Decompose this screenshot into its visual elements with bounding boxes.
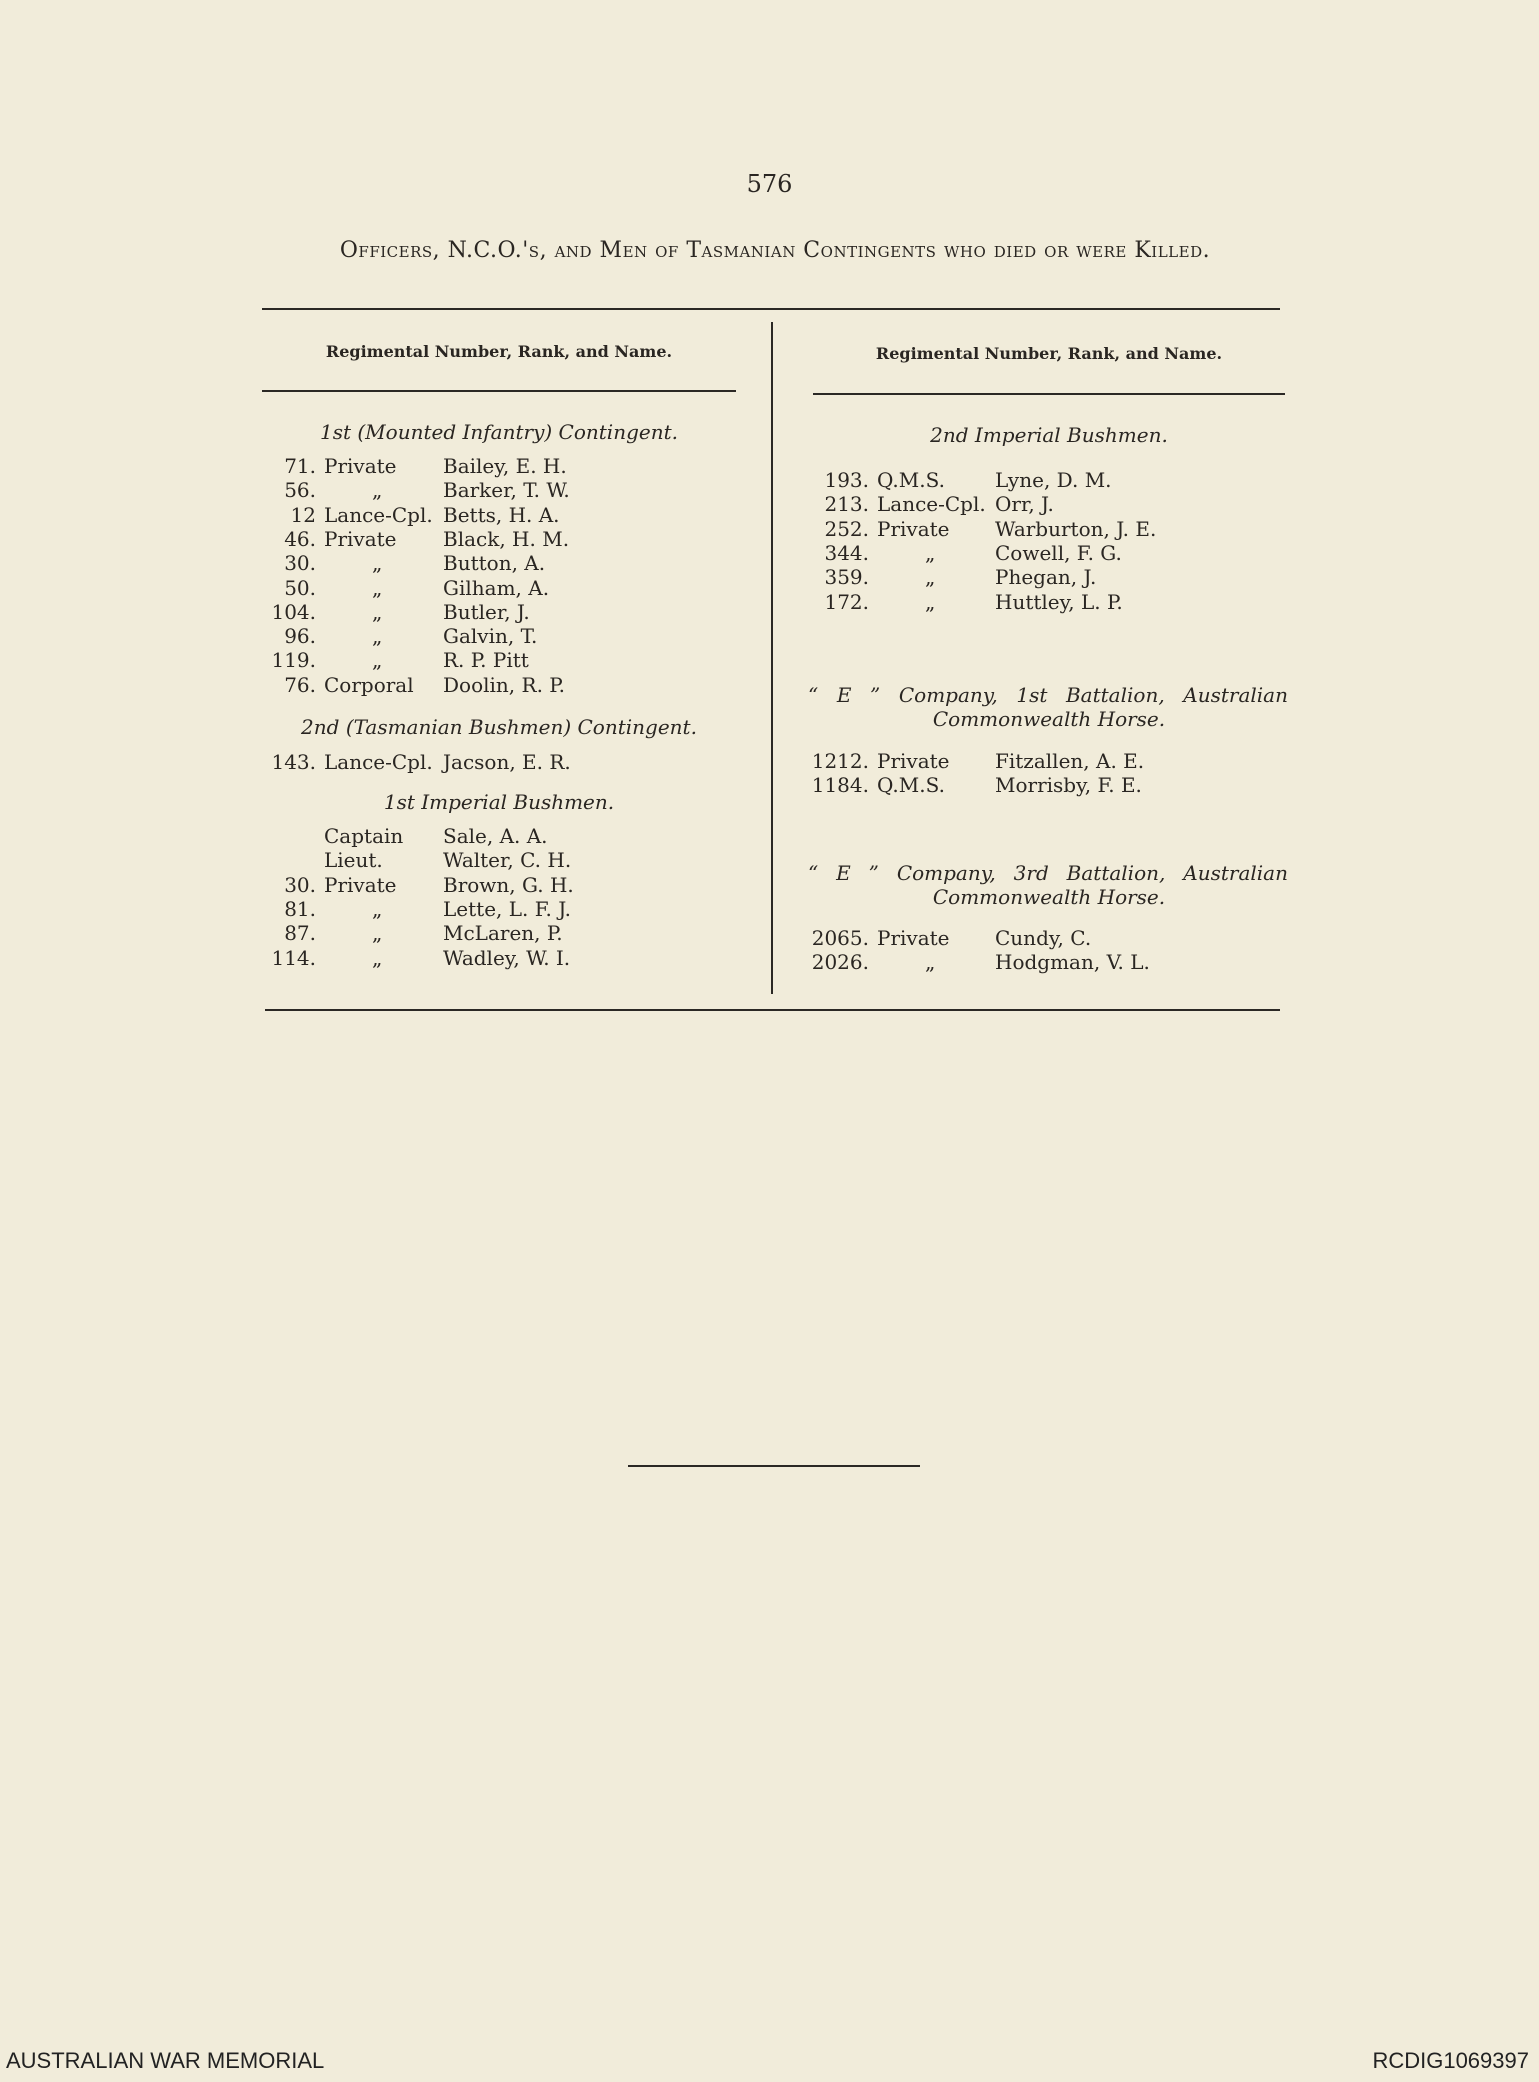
roster-row	[284, 872, 624, 897]
soldier-name: Walter, C. H.	[443, 848, 572, 873]
regimental-number: 56.	[284, 478, 316, 503]
regimental-number: 359.	[824, 565, 869, 590]
soldier-name: Fitzallen, A. E.	[995, 749, 1145, 773]
regimental-number: 193.	[824, 468, 869, 492]
roster-row	[824, 540, 1177, 565]
roster-row	[811, 773, 1177, 798]
top-rule	[262, 308, 1280, 310]
rank: Private	[877, 516, 950, 541]
soldier-name: Warburton, J. E.	[995, 516, 1157, 541]
roster-row	[290, 502, 624, 527]
soldier-name: Bailey, E. H.	[443, 454, 567, 478]
soldier-name: Brown, G. H.	[443, 872, 574, 897]
roster-row	[271, 599, 624, 624]
roster-row	[284, 575, 624, 600]
rank: Lance-Cpl.	[324, 750, 433, 774]
regimental-number: 104.	[271, 599, 316, 624]
soldier-name: Orr, J.	[995, 492, 1054, 517]
regimental-number: 50.	[284, 575, 316, 600]
soldier-name: Hodgman, V. L.	[995, 950, 1150, 975]
column-divider	[771, 322, 773, 994]
roster-row	[824, 468, 1177, 492]
roster-row	[824, 589, 1177, 614]
rank: „	[925, 589, 936, 614]
rank: Lieut.	[324, 848, 383, 873]
regimental-number: 172.	[824, 589, 869, 614]
regimental-number: 71.	[284, 454, 316, 478]
rank: Captain	[324, 824, 404, 848]
regimental-number: 76.	[284, 672, 316, 697]
regimental-number: 114.	[271, 945, 316, 970]
rank: Q.M.S.	[877, 468, 945, 492]
soldier-name: Phegan, J.	[995, 565, 1097, 590]
section-title: 2nd (Tasmanian Bushmen) Contingent.	[301, 715, 697, 739]
rank: „	[925, 950, 936, 975]
roster-row	[284, 672, 624, 697]
regimental-number: 12	[290, 502, 316, 527]
section-title: 1st (Mounted Infantry) Contingent.	[320, 420, 678, 444]
rank: „	[372, 599, 383, 624]
footer-id: RCDIG1069397	[1372, 2048, 1529, 2073]
rank: „	[925, 540, 936, 565]
regimental-number: 1212.	[811, 749, 869, 773]
roster-row	[824, 516, 1177, 541]
section-title: “ E ” Company, 3rd Battalion, Australian	[808, 861, 1288, 885]
soldier-name: Galvin, T.	[443, 624, 538, 649]
soldier-name: Cowell, F. G.	[995, 540, 1122, 565]
rank: „	[372, 896, 383, 921]
soldier-name: Black, H. M.	[443, 526, 570, 551]
regimental-number: 2065.	[811, 926, 869, 950]
soldier-name: Huttley, L. P.	[995, 589, 1123, 614]
roster-row	[284, 624, 624, 649]
soldier-name: Sale, A. A.	[443, 824, 548, 848]
rank: Private	[324, 872, 397, 897]
end-rule	[628, 1465, 920, 1467]
regimental-number: 87.	[284, 921, 316, 946]
soldier-name: Betts, H. A.	[443, 502, 560, 527]
rank: „	[925, 565, 936, 590]
section-title: Commonwealth Horse.	[932, 885, 1166, 909]
regimental-number: 81.	[284, 896, 316, 921]
soldier-name: Doolin, R. P.	[443, 672, 566, 697]
regimental-number: 30.	[284, 551, 316, 576]
right-header-rule	[813, 393, 1285, 395]
rank: „	[372, 478, 383, 503]
soldier-name: Gilham, A.	[443, 575, 550, 600]
rank: „	[372, 551, 383, 576]
rank: „	[372, 575, 383, 600]
roster-row	[284, 896, 624, 921]
roster-row	[811, 926, 1177, 950]
left-column-header: Regimental Number, Rank, and Name.	[325, 342, 673, 361]
roster-row	[271, 750, 624, 774]
rank: „	[372, 648, 383, 673]
roster-row	[811, 749, 1177, 773]
right-column-header: Regimental Number, Rank, and Name.	[875, 344, 1223, 363]
rank: „	[372, 945, 383, 970]
page-number: 576	[746, 170, 793, 198]
rank: Private	[877, 749, 950, 773]
soldier-name: Morrisby, F. E.	[995, 773, 1142, 798]
regimental-number: 213.	[824, 492, 869, 517]
rank: „	[372, 624, 383, 649]
soldier-name: R. P. Pitt	[443, 648, 529, 673]
regimental-number: 46.	[284, 526, 316, 551]
section-title: 2nd Imperial Bushmen.	[930, 423, 1168, 447]
section-title: Commonwealth Horse.	[932, 707, 1166, 731]
roster-row	[824, 492, 1177, 517]
soldier-name: Lette, L. F. J.	[443, 896, 572, 921]
roster-row	[324, 848, 624, 872]
footer-source: AUSTRALIAN WAR MEMORIAL	[6, 2048, 325, 2073]
rank: Private	[324, 526, 397, 551]
soldier-name: Jacson, E. R.	[443, 750, 571, 774]
roster-row	[811, 950, 1177, 975]
rank: Lance-Cpl.	[324, 502, 433, 527]
soldier-name: McLaren, P.	[443, 921, 563, 946]
regimental-number: 1184.	[811, 773, 869, 798]
section-title: 1st Imperial Bushmen.	[383, 790, 615, 814]
left-header-rule	[262, 390, 736, 392]
soldier-name: Wadley, W. I.	[443, 945, 571, 970]
regimental-number: 119.	[271, 648, 316, 673]
rank: „	[372, 921, 383, 946]
soldier-name: Barker, T. W.	[443, 478, 570, 503]
soldier-name: Cundy, C.	[995, 926, 1092, 950]
roster-row	[284, 526, 624, 551]
roster-row	[284, 921, 624, 946]
regimental-number: 344.	[824, 540, 869, 565]
section-title: “ E ” Company, 1st Battalion, Australian	[808, 683, 1288, 707]
regimental-number: 30.	[284, 872, 316, 897]
page-title: Officers, N.C.O.'s, and Men of Tasmanian Contingents who died or were Killed.	[339, 238, 1211, 263]
soldier-name: Lyne, D. M.	[995, 468, 1112, 492]
bottom-rule	[265, 1009, 1280, 1011]
roster-row	[284, 478, 624, 503]
regimental-number: 96.	[284, 624, 316, 649]
regimental-number: 143.	[271, 750, 316, 774]
regimental-number: 252.	[824, 516, 869, 541]
roster-row	[284, 551, 624, 576]
soldier-name: Butler, J.	[443, 599, 530, 624]
roster-row	[284, 454, 624, 478]
rank: Private	[877, 926, 950, 950]
rank: Corporal	[324, 672, 414, 697]
rank: Q.M.S.	[877, 773, 945, 798]
rank: Lance-Cpl.	[877, 492, 986, 517]
roster-row	[271, 648, 624, 673]
regimental-number: 2026.	[811, 950, 869, 975]
roster-row	[271, 945, 624, 970]
soldier-name: Button, A.	[443, 551, 546, 576]
roster-row	[324, 824, 624, 848]
rank: Private	[324, 454, 397, 478]
roster-row	[824, 565, 1177, 590]
